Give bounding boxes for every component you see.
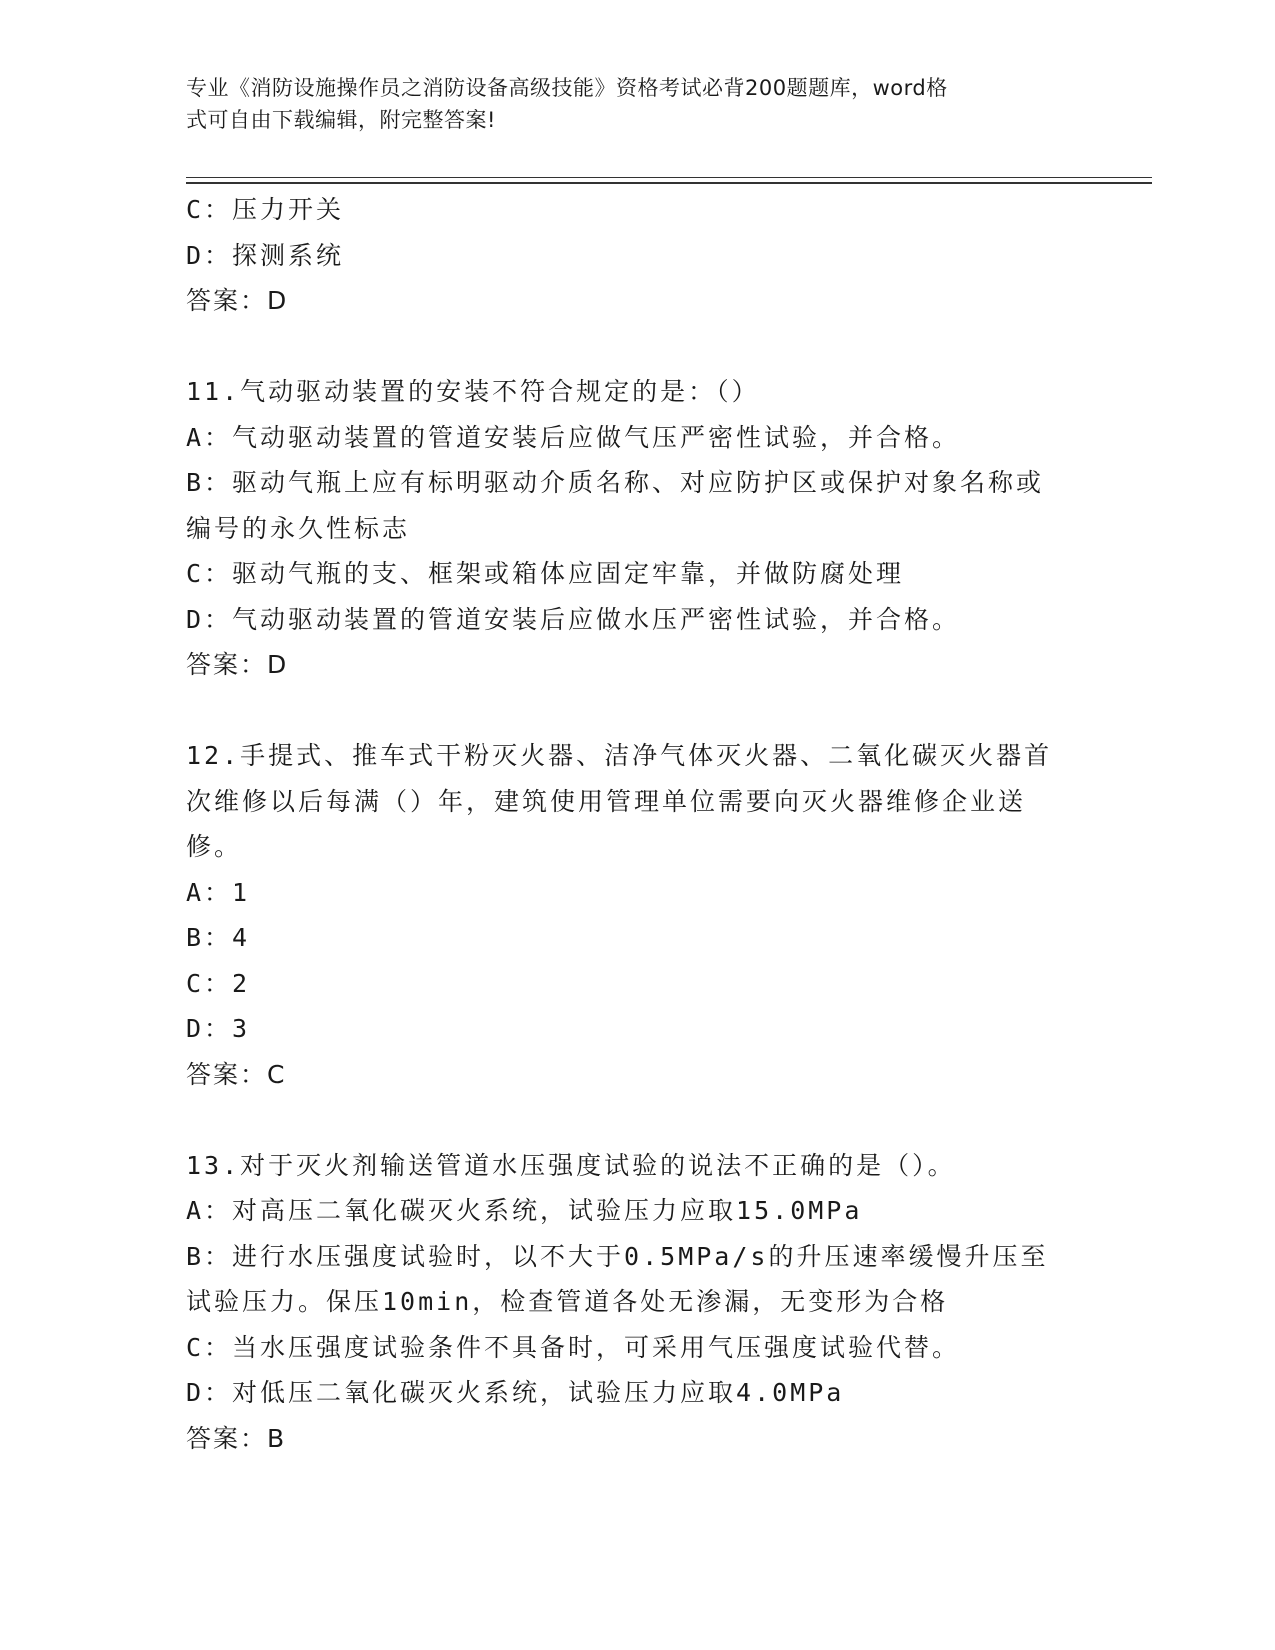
option-b: B：4 (186, 923, 251, 952)
option-b-line-2: 编号的永久性标志 (186, 513, 411, 543)
option-c: C：当水压强度试验条件不具备时，可采用气压强度试验代替。 (186, 1332, 961, 1362)
question-text: 11.气动驱动装置的安装不符合规定的是：（） (186, 377, 760, 406)
spacer (186, 324, 1066, 370)
option-d: D：3 (186, 1014, 251, 1043)
option-a: A：1 (186, 877, 251, 907)
question-10 (186, 187, 1066, 324)
answer: 答案：B (186, 1423, 287, 1453)
question-13 (186, 1143, 1066, 1462)
option-b-line-2: 试验压力。保压10min，检查管道各处无渗漏，无变形为合格 (186, 1287, 949, 1316)
question-text-line-3: 修。 (186, 832, 243, 861)
header-divider-thin (186, 177, 1152, 178)
question-11 (186, 369, 1066, 688)
question-text-line-2: 次维修以后每满（）年，建筑使用管理单位需要向灭火器维修企业送 (186, 786, 1027, 816)
option-c: C：驱动气瓶的支、框架或箱体应固定牢靠，并做防腐处理 (186, 559, 905, 588)
document-header (186, 72, 1066, 136)
answer: 答案：C (186, 1059, 287, 1089)
question-text-line-1: 12.手提式、推车式干粉灭火器、洁净气体灭火器、二氧化碳灭火器首 (186, 741, 1053, 770)
option-a: A：气动驱动装置的管道安装后应做气压严密性试验，并合格。 (186, 422, 961, 452)
option-d: D：探测系统 (186, 240, 345, 270)
spacer (186, 1097, 1066, 1143)
option-b-line-1: B：进行水压强度试验时，以不大于0.5MPa/s的升压速率缓慢升压至 (186, 1241, 1049, 1271)
answer: 答案：D (186, 286, 289, 315)
spacer (186, 688, 1066, 734)
option-c: C：压力开关 (186, 195, 345, 224)
question-12 (186, 733, 1066, 1097)
option-d: D：对低压二氧化碳灭火系统，试验压力应取4.0MPa (186, 1378, 845, 1407)
option-b-line-1: B：驱动气瓶上应有标明驱动介质名称、对应防护区或保护对象名称或 (186, 468, 1045, 497)
option-a: A：对高压二氧化碳灭火系统，试验压力应取15.0MPa (186, 1196, 863, 1225)
question-list (186, 187, 1066, 1461)
header-line-1: 专业《消防设施操作员之消防设备高级技能》资格考试必背200题题库，word格 (186, 76, 948, 100)
header-line-2: 式可自由下载编辑，附完整答案! (186, 108, 496, 132)
option-c: C：2 (186, 968, 251, 998)
answer: 答案：D (186, 650, 289, 679)
header-divider-thick (186, 182, 1152, 184)
question-text: 13.对于灭火剂输送管道水压强度试验的说法不正确的是（）。 (186, 1150, 956, 1180)
option-d: D：气动驱动装置的管道安装后应做水压严密性试验，并合格。 (186, 604, 961, 634)
